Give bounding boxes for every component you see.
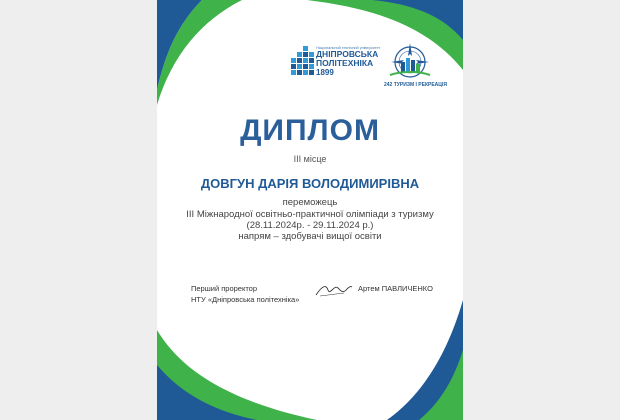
tourism-label: 242 ТУРИЗМ І РЕКРЕАЦІЯ	[384, 82, 447, 88]
signatory-name: Артем ПАВЛИЧЕНКО	[358, 284, 433, 293]
place-text: ІІІ місце	[293, 154, 327, 164]
signatory-position-line2: НТУ «Дніпровська політехніка»	[191, 295, 300, 304]
olympiad-dates: (28.11.2024р. - 29.11.2024 р.)	[246, 220, 374, 231]
winner-label: переможець	[282, 197, 338, 208]
signatory-position-line1: Перший проректор	[191, 284, 258, 293]
university-small-text: Національний технічний університет	[316, 46, 381, 50]
diploma-title: ДИПЛОМ	[240, 114, 380, 147]
signature-icon	[314, 280, 354, 300]
recipient-name: ДОВГУН ДАРІЯ ВОЛОДИМИРІВНА	[200, 176, 420, 191]
university-year: 1899	[316, 68, 334, 77]
direction-text: напрям – здобувачі вищої освіти	[238, 231, 382, 242]
university-name-line1: ДНІПРОВСЬКА	[316, 49, 379, 59]
olympiad-name: ІІІ Міжнародної освітньо-практичної олімпіади з туризму	[186, 209, 434, 220]
university-logo-icon	[287, 46, 315, 82]
university-wordmark	[316, 46, 380, 77]
university-name-line2: ПОЛІТЕХНІКА	[316, 58, 374, 68]
signatory-position	[191, 283, 299, 305]
diploma-sheet	[157, 0, 463, 420]
tourism-compass-icon	[386, 42, 434, 82]
